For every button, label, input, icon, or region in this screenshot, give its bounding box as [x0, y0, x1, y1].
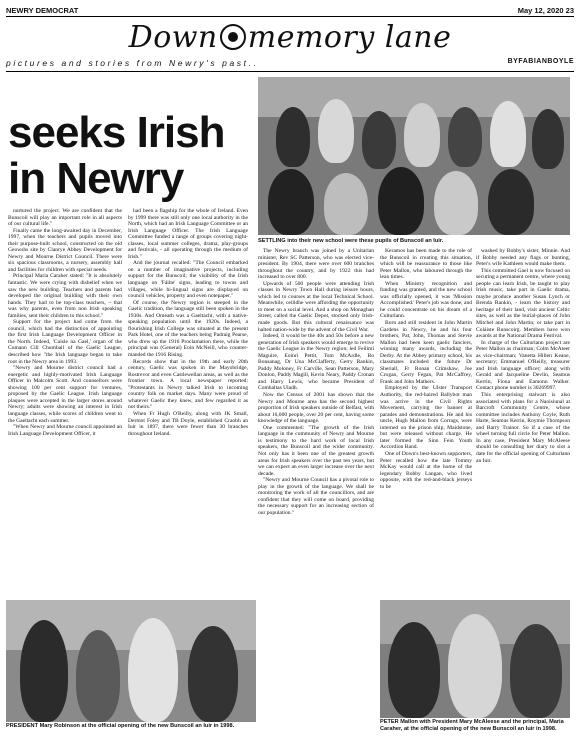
article-column-4: [380, 248, 472, 596]
peter-mallon-photo: [380, 600, 570, 718]
column-2-paragraph: And the journal recalled: "The Council embarked on a number of imaginative projects, including support for the Bunscoil; the visibility of the Irish language on 'Fáilte' signs, leading to towns and villages, while bi-lingual signs are displayed on council vehicles, property and even notepaper.": [128, 260, 248, 300]
column-5-paragraph: In charge of the Culturlann project are Peter Mallon as chairman; Colm McAteer as vice-chairman; Vanetta Hillen Keane, secretary; Emmanuel O'Reilly, treasurer and Irish language officer; along with Gerald and Jacqueline Devlin, Seamus Kerrin, Fiona and Eamonn Walker. Contact phone number is 30269997.: [476, 339, 570, 392]
page-header: [6, 4, 574, 16]
column-4-paragraph: One of Down's best-known supporters, Peter recalled how the late Tommy McKay would call at the home of the legendary Bobby Langan, who lived opposite, with the red-and-black jerseys to be: [380, 450, 472, 490]
column-3-paragraph: One commented: "The growth of the Irish language in the community of Newry and Mourne is testimony to the hard work of local Irish speakers, the Bunscoil and the wider community. Not only has it been one of the greatest growth areas for Irish speakers over the past ten years, but we can expect an even larger increase over the next decade.: [258, 424, 374, 477]
column-1-paragraph: Finally came the long-awaited day in December, 1997, when the teachers and pupils moved into their purpose-built school, constructed on the old Geowshs site by Clanrye Abbey Development for Newry and Mourne District Council. There were six spacious classrooms, a nursery, assembly hall and facilities for children with special needs.: [8, 227, 122, 273]
header-rule: [6, 16, 574, 17]
column-2-paragraph: When Fr Hugh O'Reilly, along with JK Small, Dermot Foley and TB Doyle, established Craobh an Iuir in 1897, there were fewer than 30 branches throughout Ireland.: [128, 410, 248, 437]
column-2-paragraph: Records show that in the 19th and early 20th century, Gaelic was spoken in the Mayobridge, Rostrevor and even Castlewellan areas, as well as the frontier town. A local newspaper reported: "Protestants in Newry talked Irish to incoming country folk on market days. Many were proud of whatever Gaelic they knew, and few regarded it as not theirs.": [128, 358, 248, 411]
column-1-paragraph: nurtured the project. We are confident that the Bunscoil will play an important role in all aspects of our cultural life.": [8, 208, 122, 228]
column-3-paragraph: Upwards of 500 people were attending Irish classes in Newry Town Hall during leisure hours, which led to courses at the local Technical School. Meanwhile, ceilidhe were affording the opportunity to meet on a social level. And a shop on Monaghan Street, called the Gaelic Depot, stocked only Irish-made goods. But this cultural renaissance was halted nation-wide by the advent of the Civil War.: [258, 280, 374, 333]
section-masthead: [0, 20, 580, 56]
column-2-paragraph: Of course, the Newry region is steeped in the Gaelic tradition, the language still been spoken in the 1930s. And Omeath was a Gaeltacht, with a native-speaking population until the 1920s. Indeed, a flourishing Irish College was situated at the present Park Hotel, one of the teachers being Padraig Pearse, who drew up the 1916 Proclamation there, while the principal was (General) Eoin McNeill, who counter-manded the 1916 Rising.: [128, 299, 248, 359]
column-4-paragraph: Born and still resident in John Martin Gardens in Newry, he and his four brothers, Pat, John, Thomas and Stevie Mallon had been keen gaelic fanciers, winning many awards, including the Derby. At the Abbey primary school, his classmates included the future Dr Sheriall, Fr Ronan Crimshaw, Joe Crogan, Gerry Fegan, Pat McCaffrey, Frank and John Mathers.: [380, 320, 472, 385]
article-column-1: [8, 208, 122, 596]
peter-mallon-caption: PETER Mallon with President Mary McAleese and the principal, Maria Caraher, at the official opening of the new Bunscoil an Iuir in 1998.: [380, 719, 564, 732]
column-3-paragraph: Indeed, it would be the 40s and 50s before a new generation of Irish speakers would emerge to revive the Gaelic League in the Newry region; led Feilimí Maguire, Eoinri Pettit, Tom McArdle, Bo Bonsanag, Dr Una McClafferty, Gerry Rankin, Paddy Moloney, Fr Carville, Sean Patterson, Mary Donlon, Paddy Magill, Kevin Neary, Paddy Cronan and Harry Lewis, who became President of Comhaltas Uladh.: [258, 333, 374, 392]
article-column-3: [258, 248, 374, 718]
column-2-paragraph: had been a flagship for the whole of Ireland. Even by 1999 there was still only one local authority in the North, which had an Irish Language Committee or an Irish Language Officer. The Irish Language Committee funded a range of groups covering night-classes, local summer colleges, drama, play-groups and festivals, - all operating through the medium of Irish.": [128, 208, 248, 260]
column-3-paragraph: "Newry and Mourne Council has a pivotal role to play in the growth of the language. We shall be monitoring the work of all the councillors, and are confident that they will come on board, providing the necessary support for an increasing section of our population.": [258, 477, 374, 516]
column-3-paragraph: The Newry branch was joined by a Unitarian minister, Rev SC Patterson, who was elected vice-president. By 1904, there were over 600 branches throughout the country, and by 1922 this had increased to over 800.: [258, 248, 374, 281]
column-5-paragraph: washed by Bobby's sister, Minnie. And if Bobby needed any flags or bunting, Peter's wife Kathleen would make them.: [476, 248, 570, 268]
article-headline: seeks Irish in Newry: [8, 108, 225, 203]
column-5-paragraph: This committed Gael is now focused on securing a permanent centre, where young people can learn Irish, be taught to play Irish music, take part in Gaelic drama, maybe produce another Susan Lynch or Brenda Rankin, - learn the history and heritage of their land, visit ancient Celtic sites, as well as the burial-places of John Mitchel and John Martin; or take part in Coláiste Bunscoirg. Members have won awards at the National Drama Festival.: [476, 267, 570, 340]
masthead-rule: [6, 71, 574, 72]
article-column-5: [476, 248, 570, 596]
article-column-2: [128, 208, 248, 596]
section-subline: pictures and stories from Newry's past..: [6, 58, 259, 68]
column-4-paragraph: Employed by the Ulster Transport Authority, the red-haired Ballybot man was active in the Civil Rights Movement, carrying the banner at parades and demonstrations. He and his uncle, Hugh Mallon from Corrags, were interned on the prison ship, Maidstone, but were released without charge. He later formed the Sinn Fein Youth Accordion Band.: [380, 385, 472, 451]
masthead-word-down: Down: [128, 20, 218, 55]
column-3-paragraph: Now the Census of 2001 has shown that the Newry and Mourne area has the second highest proportion of Irish speakers outside of Belfast, with about 16,000 people, over 20 per cent, having some knowledge of the language.: [258, 392, 374, 425]
author-byline: BYFABIANBOYLE: [507, 58, 574, 65]
newspaper-name: NEWRY DEMOCRAT: [6, 5, 79, 15]
president-robinson-caption: PRESIDENT Mary Robinson at the official opening of the new Bunscoil an Iuir in 1998.: [6, 723, 235, 729]
column-4-paragraph: When Ministry recognition and funding was granted, and the new school was officially opened, it was 'Mission Accomplished.' Peter's job was done, and he could concentrate on his dream of a Culturlann.: [380, 280, 472, 320]
issue-date: May 12, 2020 23: [517, 5, 574, 15]
school-pupils-caption: SETTLING into their new school were these pupils of Bunscoil an Iuir.: [258, 238, 444, 244]
column-1-paragraph: "When Newry and Mourne council appointed an Irish Language Development Officer, it: [8, 424, 122, 437]
school-pupils-photo: [258, 77, 570, 235]
column-4-paragraph: Keramos has been made to the role of the Bunscoil in creating this situation, which will be reassurance to those like Peter Mallon, who laboured through the lean times.: [380, 248, 472, 281]
president-robinson-photo: [6, 600, 256, 722]
column-1-paragraph: Support for the project had come from the council, which had the distinction of appointing the first Irish Language Development Officer in the North. Indeed, 'Cuisle na Gael,' organ of the Cumann Cill Chumbail of the Gaelic League, described how "the Irish language began to take root in the Newry area in 1993.: [8, 319, 122, 365]
column-1-paragraph: Principal Maria Caraher stated: "It is absolutely fantastic. We were crying with disbelief when we saw the new building. Teachers and parents had developed the original building with their own hands. They had to be top-class teachers, – that was why parents, even from non Irish speaking families, sent their children to this school.": [8, 273, 122, 319]
column-1-paragraph: "Newry and Mourne district council had a energetic and highly-motivated Irish Language Officer in Malcolm Scott. And counsellors were showing 100 per cent support for ventures, proposed by the Gaelic League. Irish language plaques were accepted in the larger stores around Newry; adults were showing an interest in Irish language classes, while scores of children went to the Gaeltacht each summer.: [8, 365, 122, 424]
sun-logo-icon: [220, 24, 246, 50]
masthead-word-memory-lane: memory lane: [247, 20, 452, 55]
column-5-paragraph: This enterprising stalwart is also associated with plans for a Naoisiunal at Barcroft Community Centre, whose committee includes Anthony Coyle, Ruth Harte, Seamus Kerrin, Roymie Thompson and Barry Trainor. So if a case of the wheel turning full circle for Peter Mallon. In any case, President Mary McAleese should be consulting her diary to slot a date for the official opening of Culturlann an Iuir.: [476, 392, 570, 464]
